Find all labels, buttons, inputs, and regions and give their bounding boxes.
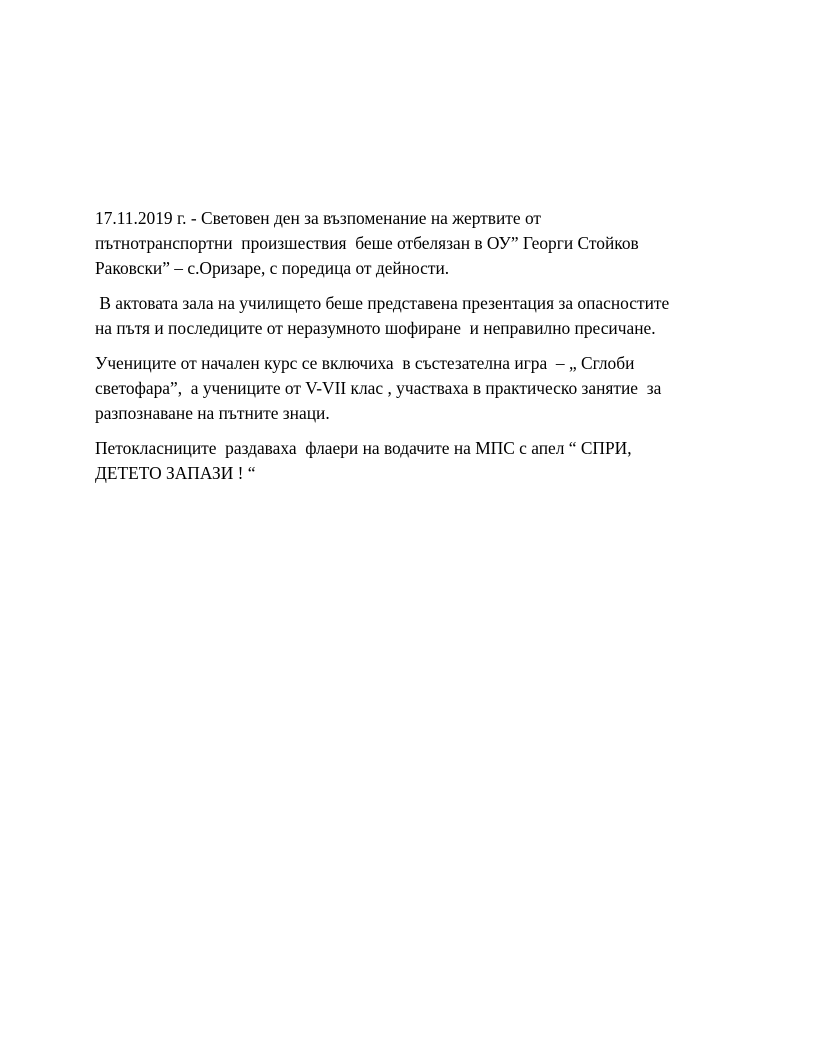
text-line: разпознаване на пътните знаци. — [95, 403, 330, 423]
paragraph-flyers-appeal — [95, 436, 735, 486]
text-line: Раковски” – с.Оризаре, с поредица от дейности. — [95, 258, 450, 278]
text-line: 17.11.2019 г. - Световен ден за възпоменание на жертвите от — [95, 208, 542, 228]
text-line: Учениците от начален курс се включиха в състезателна игра – „ Сглоби — [95, 353, 635, 373]
text-line: Петокласниците раздаваха флаери на водачите на МПС с апел “ СПРИ, — [95, 438, 632, 458]
document-body — [95, 206, 735, 486]
paragraph-event-announcement — [95, 206, 735, 281]
text-line: на пътя и последиците от неразумното шофиране и неправилно пресичане. — [95, 318, 656, 338]
text-line: В актовата зала на училището беше представена презентация за опасностите — [95, 293, 670, 313]
paragraph-presentation — [95, 291, 735, 341]
text-line: светофара”, а учениците от V-VII клас , участваха в практическо занятие за — [95, 378, 662, 398]
paragraph-students-activities — [95, 351, 735, 426]
text-line: ДЕТЕТО ЗАПАЗИ ! “ — [95, 463, 256, 483]
text-line: пътнотранспортни произшествия беше отбелязан в ОУ” Георги Стойков — [95, 233, 639, 253]
